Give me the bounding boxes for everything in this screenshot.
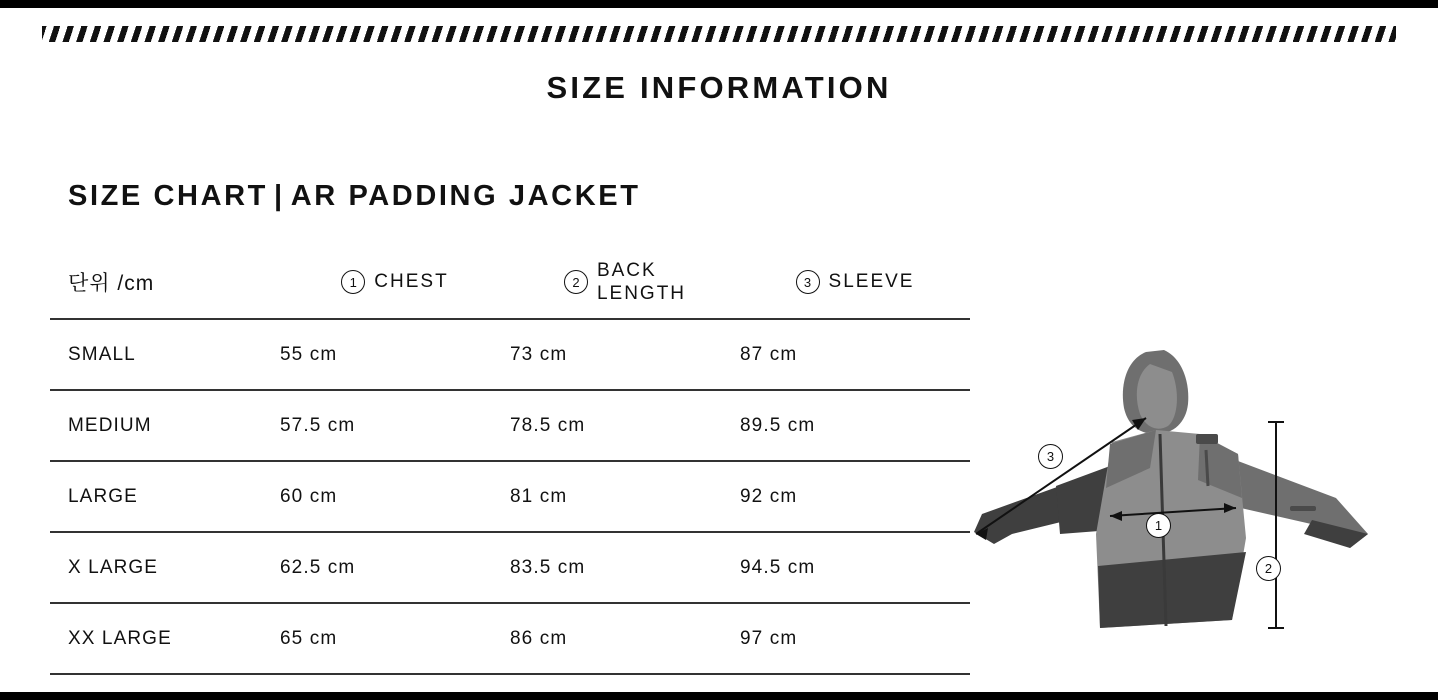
hatch-pattern: [42, 26, 1396, 42]
jacket-sleeve-logo: [1290, 506, 1316, 511]
table-row: [50, 390, 970, 461]
table-header-row: [50, 246, 970, 319]
jacket-diagram: [960, 338, 1390, 648]
cell-sleeve: 97 cm: [740, 603, 970, 674]
cell-sleeve: 94.5 cm: [740, 532, 970, 603]
table-row: [50, 532, 970, 603]
jacket-chest-pocket-zip: [1206, 450, 1208, 486]
cell-size: X LARGE: [50, 532, 280, 603]
sleeve-header-inner: [796, 270, 915, 294]
cell-size: SMALL: [50, 319, 280, 390]
table-row: [50, 461, 970, 532]
section-title-right: AR PADDING JACKET: [290, 180, 641, 212]
size-table: [50, 246, 970, 675]
cell-chest: 60 cm: [280, 461, 510, 532]
top-hatched-divider: [42, 26, 1396, 42]
column-header-sleeve: [740, 246, 970, 319]
back-length-header-inner: [564, 259, 686, 305]
cell-size: XX LARGE: [50, 603, 280, 674]
column-header-back-length-line1: BACK: [596, 259, 657, 281]
column-header-chest-label: CHEST: [374, 271, 449, 292]
cell-chest: 62.5 cm: [280, 532, 510, 603]
table-row: [50, 319, 970, 390]
column-header-chest: [280, 246, 510, 319]
column-header-back-length: [510, 246, 740, 319]
chest-header-inner: [341, 270, 448, 294]
column-header-sleeve-label: SLEEVE: [828, 271, 915, 292]
section-title: [68, 180, 641, 213]
cell-back-length: 86 cm: [510, 603, 740, 674]
table-row: [50, 603, 970, 674]
column-header-unit: 단위 /cm: [50, 246, 280, 319]
cell-back-length: 81 cm: [510, 461, 740, 532]
cell-sleeve: 92 cm: [740, 461, 970, 532]
marker-2-icon: 2: [564, 270, 588, 294]
diagram-marker-chest: 1: [1146, 513, 1171, 538]
table-header: [50, 246, 970, 319]
section-title-left: SIZE CHART: [68, 180, 268, 212]
column-header-back-length-label: [597, 259, 686, 305]
cell-chest: 57.5 cm: [280, 390, 510, 461]
cell-back-length: 73 cm: [510, 319, 740, 390]
size-chart-sheet: [0, 8, 1438, 692]
size-table-wrapper: [50, 246, 968, 675]
cell-sleeve: 87 cm: [740, 319, 970, 390]
marker-1-icon: 1: [341, 270, 365, 294]
table-body: [50, 319, 970, 674]
column-header-back-length-line2: LENGTH: [596, 283, 687, 304]
section-title-divider: |: [274, 180, 285, 212]
diagram-marker-back-length: 2: [1256, 556, 1281, 581]
cell-chest: 55 cm: [280, 319, 510, 390]
marker-3-icon: 3: [796, 270, 820, 294]
cell-size: LARGE: [50, 461, 280, 532]
jacket-illustration-svg: [960, 338, 1390, 648]
cell-back-length: 78.5 cm: [510, 390, 740, 461]
cell-sleeve: 89.5 cm: [740, 390, 970, 461]
cell-back-length: 83.5 cm: [510, 532, 740, 603]
jacket-logo-patch: [1196, 434, 1218, 444]
diagram-marker-sleeve: 3: [1038, 444, 1063, 469]
cell-chest: 65 cm: [280, 603, 510, 674]
page-title: SIZE INFORMATION: [546, 70, 892, 105]
cell-size: MEDIUM: [50, 390, 280, 461]
